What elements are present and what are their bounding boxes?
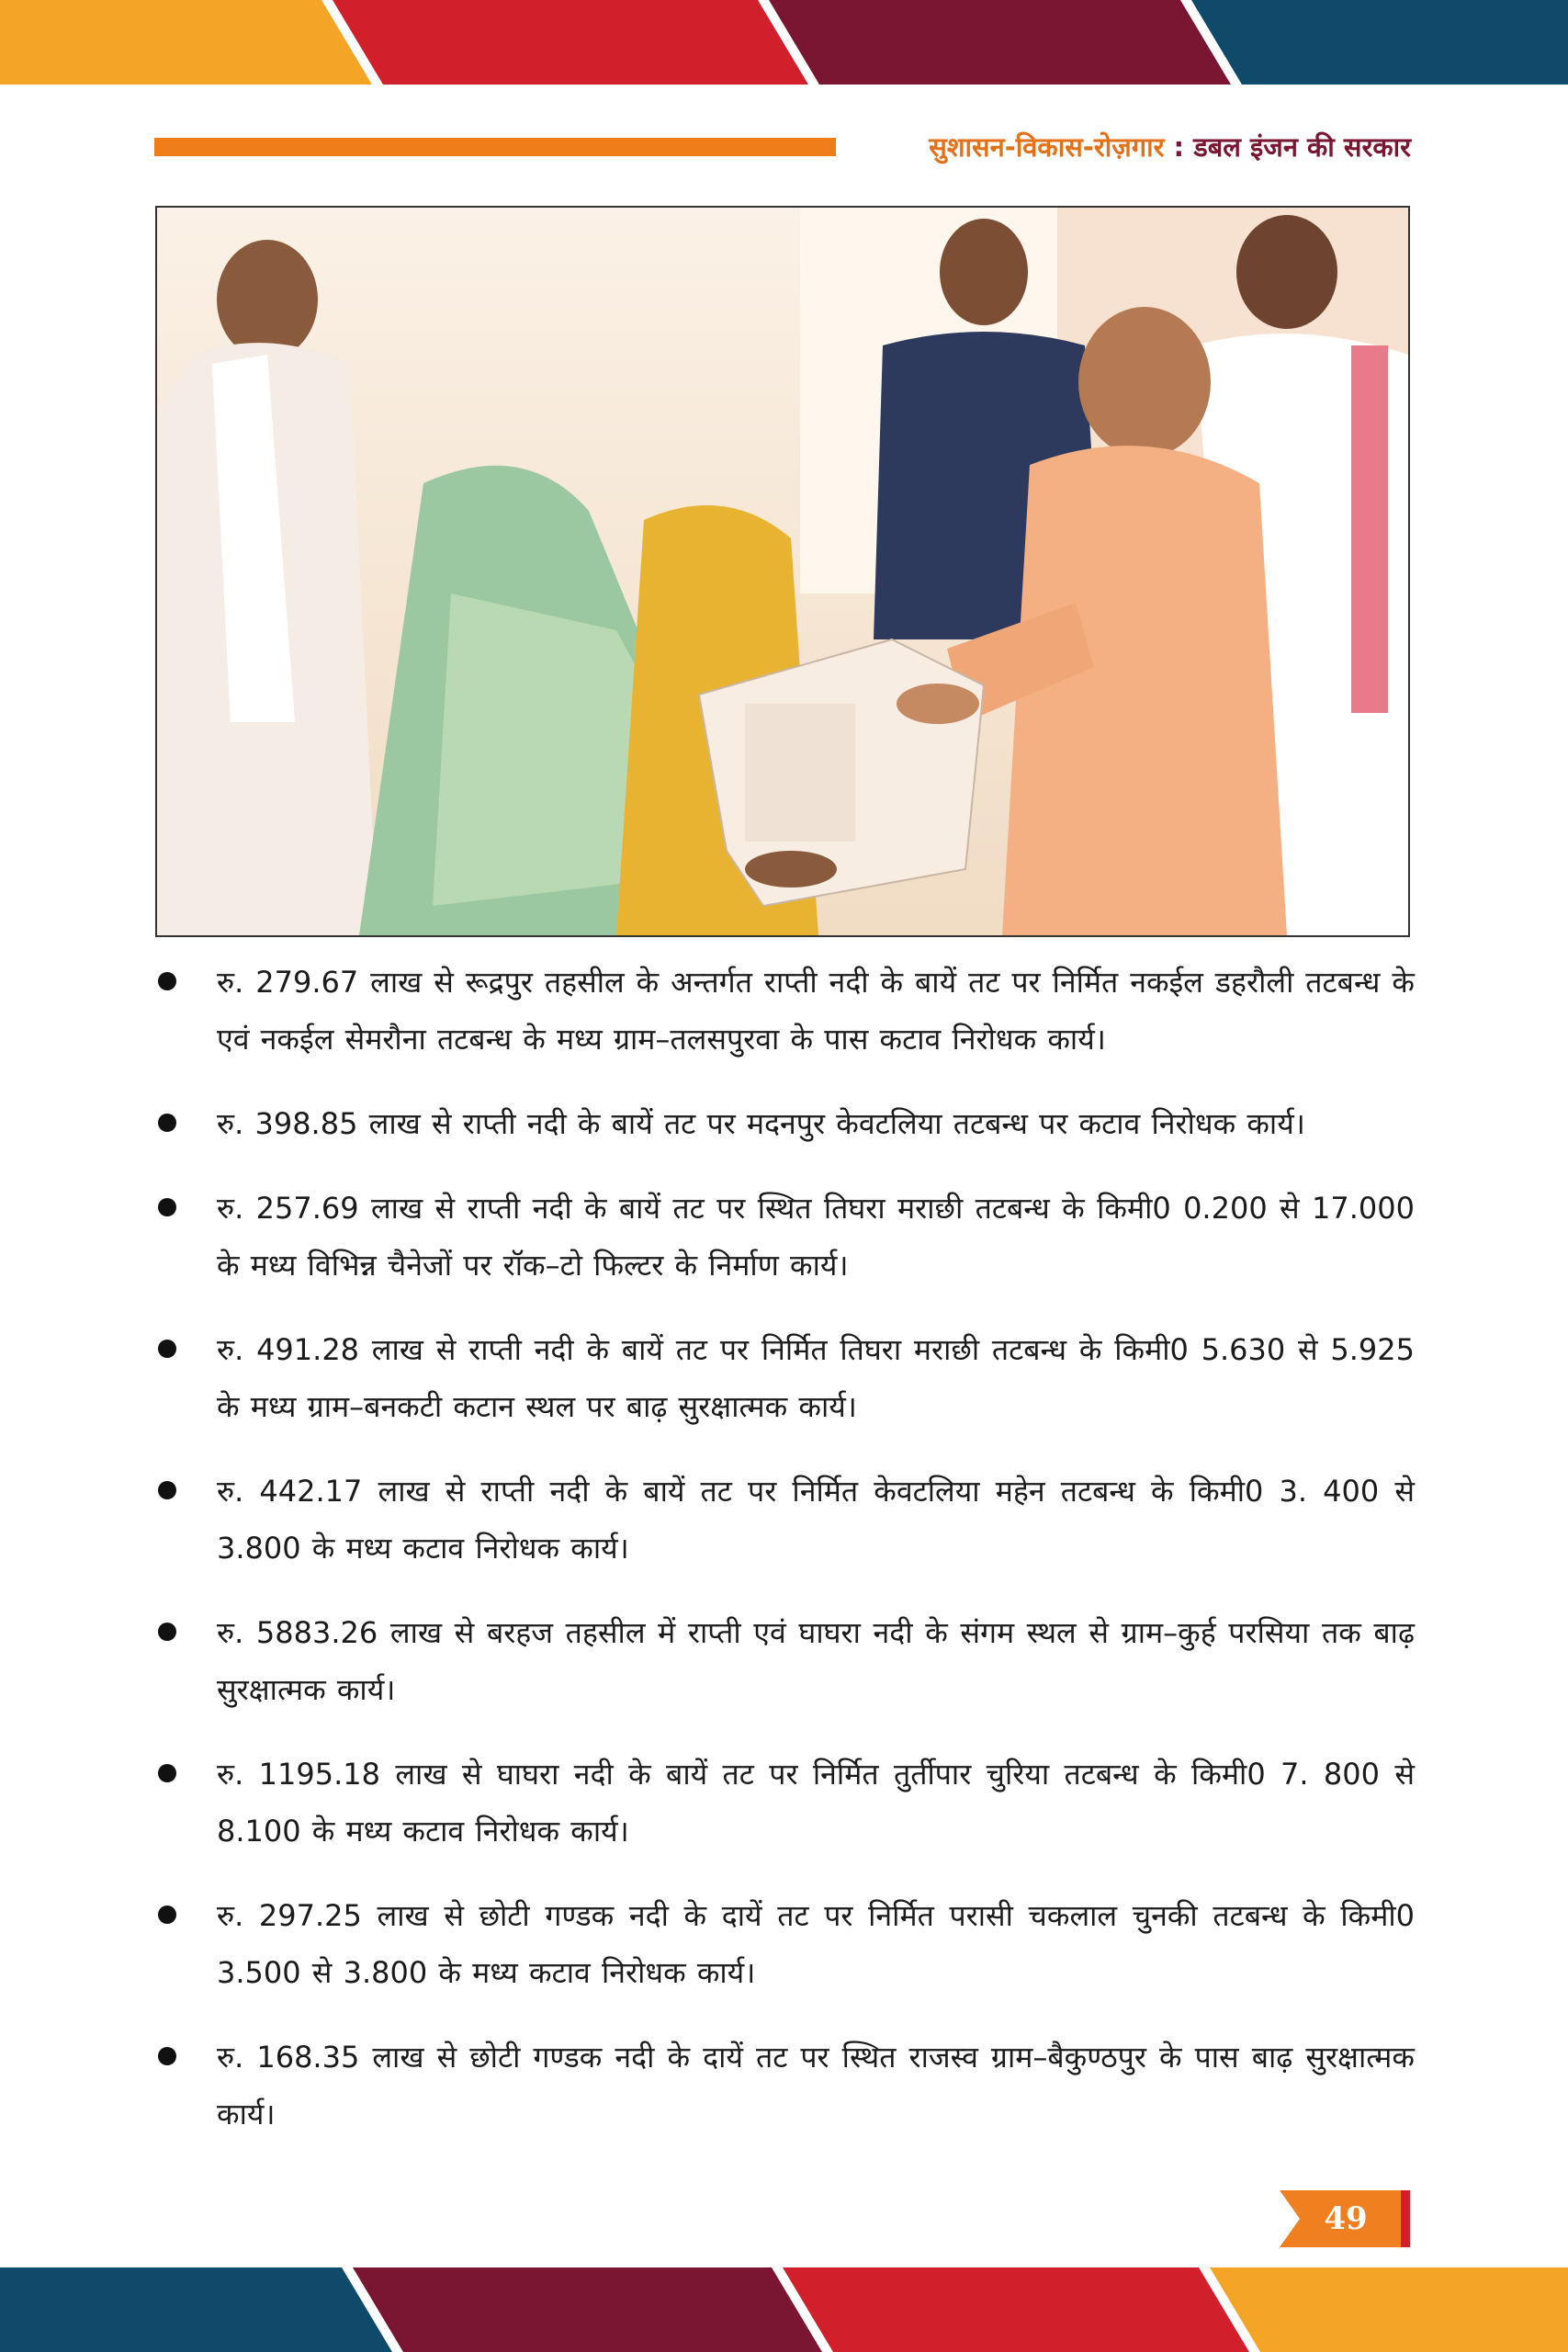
list-item-text: रु. 442.17 लाख से राप्ती नदी के बायें तट पर निर्मित केवटलिया महेन तटबन्ध के किमी0 3. 400 से 3.800 के मध्य कटाव निरोधक कार्य। bbox=[217, 1474, 1415, 1566]
photo-illustration bbox=[157, 208, 1408, 935]
event-photograph bbox=[155, 206, 1410, 937]
band-red-segment bbox=[783, 2267, 1249, 2352]
header-title bbox=[929, 129, 1411, 165]
list-item bbox=[154, 1095, 1415, 1152]
bottom-decorative-band bbox=[0, 2267, 1568, 2352]
list-item bbox=[154, 1321, 1415, 1435]
list-item bbox=[154, 2029, 1415, 2143]
list-item bbox=[154, 1180, 1415, 1294]
list-item-text: रु. 168.35 लाख से छोटी गण्डक नदी के दायें तट पर स्थित राजस्व ग्राम–बैकुण्ठपुर के पास बाढ़ सुरक्षात्मक कार्य। bbox=[217, 2040, 1415, 2132]
bullet-dot bbox=[158, 2047, 176, 2065]
list-item-text: रु. 5883.26 लाख से बरहज तहसील में राप्ती एवं घाघरा नदी के संगम स्थल से ग्राम–कुर्ह परसिया तक बाढ़ सुरक्षात्मक कार्य। bbox=[217, 1615, 1415, 1707]
page-header bbox=[154, 129, 1411, 165]
band-maroon-segment bbox=[769, 0, 1231, 85]
list-item bbox=[154, 1604, 1415, 1718]
list-item-text: रु. 279.67 लाख से रूद्रपुर तहसील के अन्तर्गत राप्ती नदी के बायें तट पर निर्मित नकईल डहरौली तटबन्ध के एवं नकईल सेमरौना तटबन्ध के मध्य ग्राम–तलसपुरवा के पास कटाव निरोधक कार्य। bbox=[217, 965, 1415, 1057]
list-item bbox=[154, 954, 1415, 1068]
page-number: 49 bbox=[1324, 2200, 1368, 2237]
list-item-text: रु. 398.85 लाख से राप्ती नदी के बायें तट पर मदनपुर केवटलिया तटबन्ध पर कटाव निरोधक कार्य। bbox=[217, 1106, 1305, 1141]
bullet-list bbox=[154, 954, 1415, 2170]
list-item-text: रु. 491.28 लाख से राप्ती नदी के बायें तट पर निर्मित तिघरा मराछी तटबन्ध के किमी0 5.630 से 5.925 के मध्य ग्राम–बनकटी कटान स्थल पर बाढ़ सुरक्षात्मक कार्य। bbox=[217, 1332, 1415, 1424]
bullet-dot bbox=[158, 1623, 176, 1641]
band-navy-segment bbox=[0, 2267, 392, 2352]
list-item-text: रु. 1195.18 लाख से घाघरा नदी के बायें तट पर निर्मित तुर्तीपार चुरिया तटबन्ध के किमी0 7. 800 से 8.100 के मध्य कटाव निरोधक कार्य। bbox=[217, 1757, 1415, 1849]
list-item bbox=[154, 1887, 1415, 2001]
page-number-badge bbox=[1280, 2190, 1410, 2247]
list-item-text: रु. 297.25 लाख से छोटी गण्डक नदी के दायें तट पर निर्मित परासी चकलाल चुनकी तटबन्ध के किमी0 3.500 से 3.800 के मध्य कटाव निरोधक कार्य। bbox=[217, 1898, 1415, 1990]
band-maroon-segment bbox=[353, 2267, 822, 2352]
bullet-dot bbox=[158, 1764, 176, 1782]
top-decorative-band bbox=[0, 0, 1568, 85]
band-red-segment bbox=[333, 0, 808, 85]
band-navy-segment bbox=[1191, 0, 1568, 85]
header-accent-bar bbox=[154, 138, 836, 156]
bullet-dot bbox=[158, 1905, 176, 1924]
list-item-text: रु. 257.69 लाख से राप्ती नदी के बायें तट पर स्थित तिघरा मराछी तटबन्ध के किमी0 0.200 से 17.000 के मध्य विभिन्न चैनेजों पर रॉक–टो फिल्टर के निर्माण कार्य। bbox=[217, 1191, 1415, 1283]
bullet-dot bbox=[158, 1114, 176, 1132]
bullet-dot bbox=[158, 1340, 176, 1358]
list-item bbox=[154, 1746, 1415, 1860]
bullet-dot bbox=[158, 1481, 176, 1499]
bullet-dot bbox=[158, 1198, 176, 1216]
header-title-part-1: सुशासन-विकास-रोज़गार bbox=[929, 131, 1165, 163]
header-title-part-2: : डबल इंजन की सरकार bbox=[1164, 131, 1411, 163]
bullet-dot bbox=[158, 972, 176, 990]
band-orange-segment bbox=[0, 0, 372, 85]
band-orange-segment bbox=[1210, 2267, 1568, 2352]
list-item bbox=[154, 1463, 1415, 1577]
